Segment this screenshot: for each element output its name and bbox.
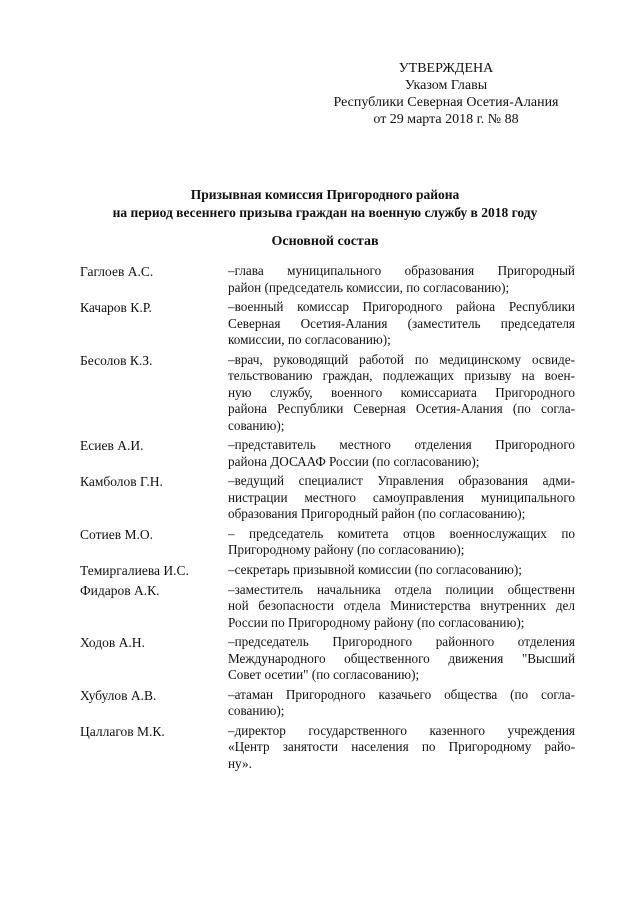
member-role [228, 299, 575, 349]
member-role-line: –врач, руководящий работой по медицинскому освиде- [228, 351, 575, 367]
member-name: Ходов А.Н. [80, 635, 145, 650]
member-role-line: –представитель местного отделения Пригородного [228, 437, 575, 452]
member-role [228, 634, 575, 684]
member-role-line: сованию); [228, 703, 285, 718]
approval-date: от 29 марта 2018 г. № 88 [373, 112, 519, 127]
member-role-line: России по Пригородному району (по согласованию); [228, 614, 525, 630]
member-role-line: –глава муниципального образования Пригородный [228, 263, 575, 278]
member-row [80, 437, 575, 470]
member-role [228, 473, 575, 523]
member-name: Качаров К.Р. [80, 300, 152, 315]
member-role-line: района Республики Северная Осетия-Алания (по согла- [228, 401, 575, 416]
member-role-line: район (председатель комиссии, по согласованию); [228, 279, 510, 295]
member-role-line: комиссии, по согласованию); [228, 332, 391, 347]
member-row [80, 263, 575, 296]
member-role-line: тельствованию граждан, подлежащих призыву на воен- [228, 368, 575, 383]
member-role-line: сованию); [228, 417, 285, 433]
member-role-line: ной безопасности отдела Министерства внутренних дел [228, 598, 575, 613]
approval-stamp [316, 60, 576, 128]
member-role-line: –заместитель начальника отдела полиции общественн [228, 581, 575, 597]
member-role [228, 263, 575, 296]
member-role-line: района ДОСААФ России (по согласованию); [228, 453, 480, 469]
member-name: Сотиев М.О. [80, 526, 153, 542]
member-row [80, 634, 575, 684]
member-row [80, 562, 575, 579]
member-row [80, 526, 575, 559]
member-row [80, 687, 575, 720]
member-role [228, 582, 575, 632]
member-row [80, 352, 575, 435]
member-role-line: Северная Осетия-Алания (заместитель председателя [228, 315, 575, 331]
member-role-line: –директор государственного казенного учреждения [228, 722, 575, 738]
member-role-line: нистрации местного самоуправления муниципального [228, 489, 575, 505]
member-role-line: –ведущий специалист Управления образования адми- [228, 473, 575, 488]
member-row [80, 582, 575, 632]
member-role-line: ную службу, военного комиссариата Пригородного [228, 384, 575, 400]
member-row [80, 299, 575, 349]
member-row [80, 723, 575, 773]
member-name: Бесолов К.З. [80, 352, 153, 368]
member-name: Темиргалиева И.С. [80, 562, 189, 578]
member-role-line: Совет осетии" (по согласованию); [228, 667, 420, 682]
member-role-line: –секретарь призывной комиссии (по согласованию); [228, 561, 522, 577]
member-role-line: –атаман Пригородного казачьего общества (по согла- [228, 686, 575, 702]
member-role [228, 562, 575, 579]
member-role [228, 687, 575, 720]
member-role-line: – председатель комитета отцов военнослужащих по [228, 525, 575, 541]
member-role-line: –председатель Пригородного районного отделения [228, 634, 575, 649]
approval-heading: УТВЕРЖДЕНА [398, 61, 494, 76]
member-role-line: «Центр занятости населения по Пригородному райо- [228, 739, 575, 754]
section-title: Основной состав [271, 234, 379, 249]
document-title [60, 186, 590, 222]
member-role [228, 723, 575, 773]
member-role [228, 352, 575, 435]
member-role [228, 437, 575, 470]
member-name: Фидаров А.К. [80, 582, 160, 598]
title-line-2: на период весеннего призыва граждан на военную службу в 2018 году [112, 205, 538, 220]
member-role-line: –военный комиссар Пригородного района Республики [228, 299, 575, 314]
member-name: Камболов Г.Н. [80, 474, 163, 489]
member-role-line: образования Пригородный район (по согласованию); [228, 506, 526, 521]
member-role [228, 526, 575, 559]
title-line-1: Призывная комиссия Пригородного района [190, 187, 460, 202]
member-name: Цаллагов М.К. [80, 723, 165, 739]
approval-republic: Республики Северная Осетия-Алания [333, 95, 559, 110]
approval-decree: Указом Главы [404, 78, 488, 93]
members-list [80, 263, 575, 775]
member-row [80, 473, 575, 523]
member-name: Хубулов А.В. [80, 687, 157, 703]
member-role-line: Международного общественного движения "Высший [228, 650, 575, 666]
member-name: Есиев А.И. [80, 438, 144, 453]
member-role-line: ну». [228, 755, 252, 771]
member-role-line: Пригородному району (по согласованию); [228, 542, 465, 557]
member-name: Гаглоев А.С. [80, 264, 154, 279]
